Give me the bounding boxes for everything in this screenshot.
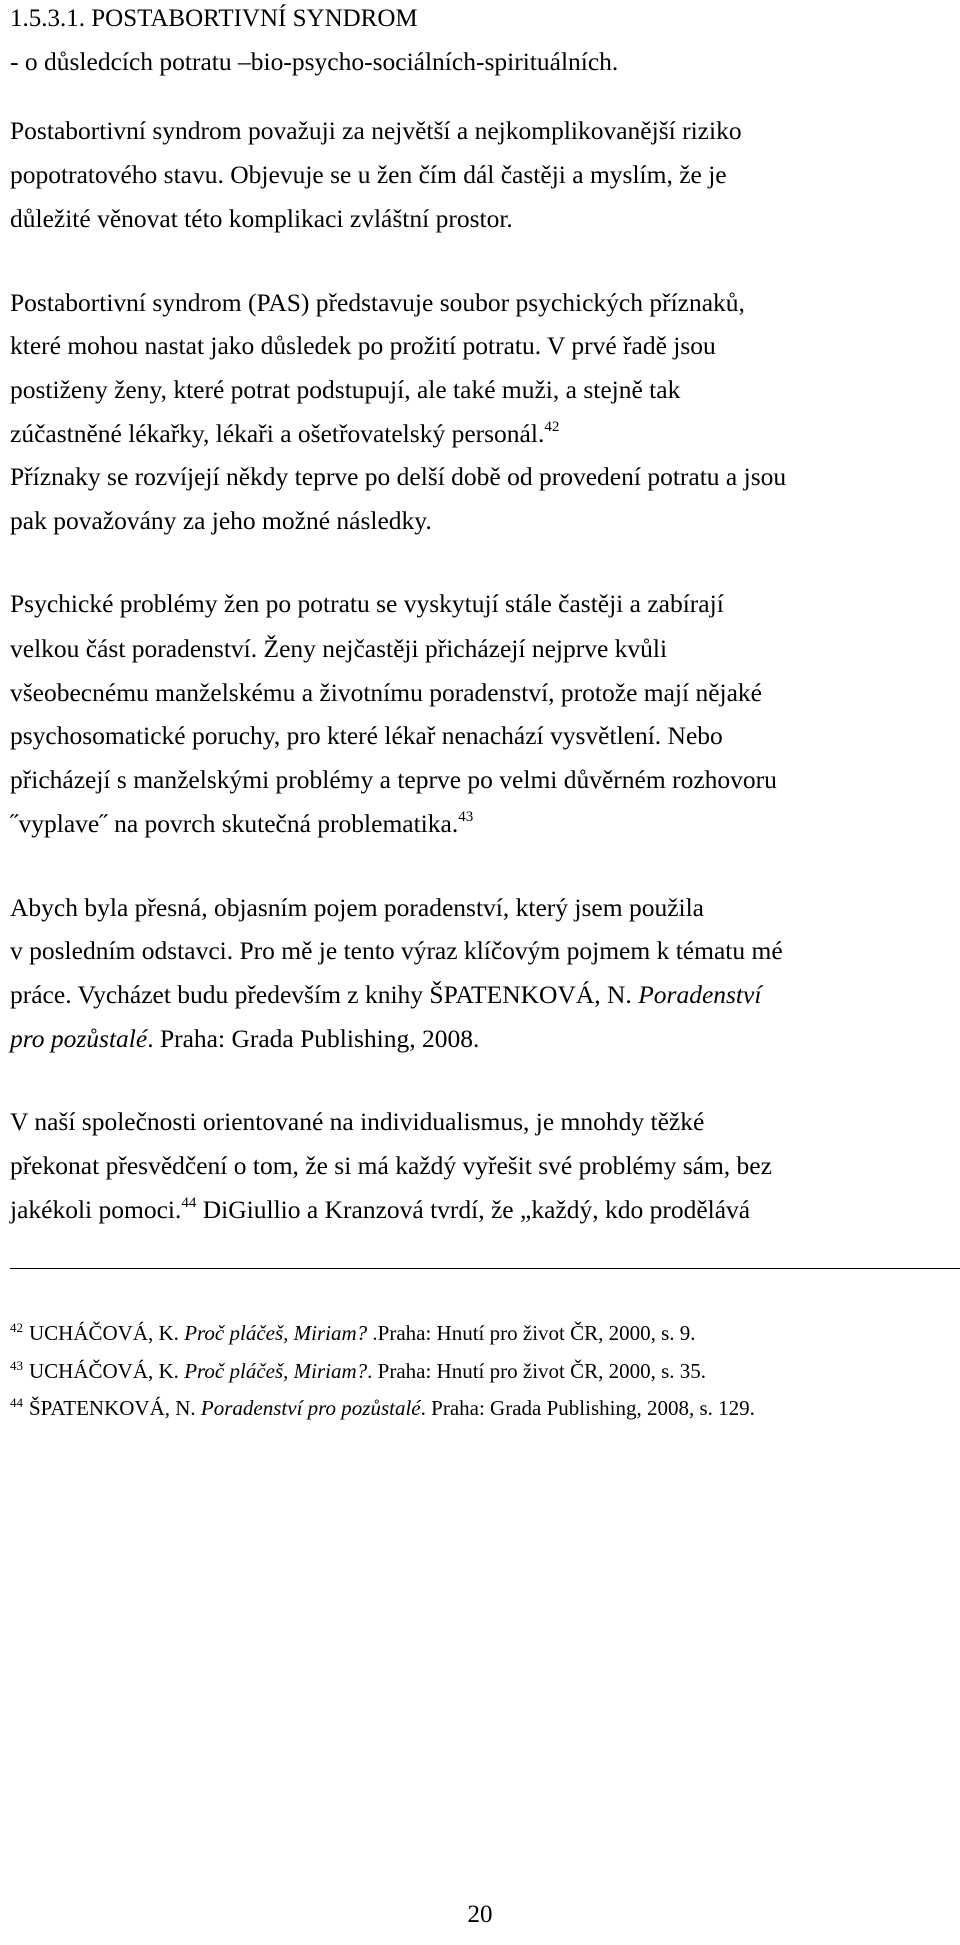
paragraph-4-line-4: pro pozůstalé. Praha: Grada Publishing, 2008.: [10, 1024, 480, 1053]
paragraph-1-line-1: Postabortivní syndrom považuji za největší a nejkomplikovanější riziko: [10, 116, 742, 145]
footnote-separator: [10, 1268, 960, 1269]
paragraph-2-line-1: Postabortivní syndrom (PAS) představuje soubor psychických příznaků,: [10, 288, 745, 317]
section-subheading: - o důsledcích potratu –bio-psycho-sociálních-spirituálních.: [10, 47, 619, 76]
section-heading: 1.5.3.1. POSTABORTIVNÍ SYNDROM: [10, 5, 418, 32]
footnote-ref-43[interactable]: 43: [458, 809, 474, 825]
footnote-42: $^{42}$ UCHÁČOVÁ, K. Proč pláčeš, Miriam? .Praha: Hnutí pro život ČR, 2000, s. 9.: [10, 1320, 696, 1345]
paragraph-2-line-2: které mohou nastat jako důsledek po prožití potratu. V prvé řadě jsou: [10, 331, 716, 360]
footnote-44: $^{44}$ ŠPATENKOVÁ, N. Poradenství pro pozůstalé. Praha: Grada Publishing, 2008, s. 129.: [10, 1395, 755, 1420]
paragraph-5-line-3: jakékoli pomoci.$^{44}$ DiGiullio a Kranzová tvrdí, že „každý, kdo prodělává: [10, 1195, 751, 1224]
paragraph-4-line-3: práce. Vycházet budu především z knihy ŠPATENKOVÁ, N. Poradenství: [10, 980, 762, 1009]
paragraph-3-line-1: Psychické problémy žen po potratu se vyskytují stále častěji a zabírají: [10, 589, 724, 618]
paragraph-1-line-2: popotratového stavu. Objevuje se u žen čím dál častěji a myslím, že je: [10, 160, 727, 189]
footnote-number: 44: [10, 1395, 23, 1410]
paragraph-3-line-3: všeobecnému manželskému a životnímu poradenství, protože mají nějaké: [10, 678, 763, 707]
paragraph-1-line-3: důležité věnovat této komplikaci zvláštní prostor.: [10, 204, 513, 233]
book-title-part-2: pro pozůstalé: [10, 1024, 148, 1053]
footnote-ref-42[interactable]: 42: [544, 419, 560, 435]
paragraph-2-line-6: pak považovány za jeho možné následky.: [10, 506, 432, 535]
book-title-part-1: Poradenství: [638, 980, 762, 1009]
paragraph-2-line-3: postiženy ženy, které potrat podstupují, ale také muži, a stejně tak: [10, 375, 681, 404]
paragraph-3-line-6: ˝vyplave˝ na povrch skutečná problematika.$^{43}$: [10, 809, 474, 838]
paragraph-2-line-5: Příznaky se rozvíjejí někdy teprve po delší době od provedení potratu a jsou: [10, 462, 787, 491]
paragraph-3-line-4: psychosomatické poruchy, pro které lékař nenachází vysvětlení. Nebo: [10, 721, 723, 750]
paragraph-4-line-2: v posledním odstavci. Pro mě je tento výraz klíčovým pojmem k tématu mé: [10, 936, 783, 965]
paragraph-5-line-1: V naší společnosti orientované na individualismus, je mnohdy těžké: [10, 1107, 705, 1136]
paragraph-3-line-2: velkou část poradenství. Ženy nejčastěji přicházejí nejprve kvůli: [10, 634, 668, 663]
footnote-43: $^{43}$ UCHÁČOVÁ, K. Proč pláčeš, Miriam?. Praha: Hnutí pro život ČR, 2000, s. 35.: [10, 1358, 707, 1383]
footnote-number: 42: [10, 1320, 23, 1335]
footnote-ref-44[interactable]: 44: [181, 1195, 197, 1211]
footnote-number: 43: [10, 1358, 23, 1373]
page-number: 20: [467, 1901, 493, 1928]
paragraph-5-line-2: překonat přesvědčení o tom, že si má každý vyřešit své problémy sám, bez: [10, 1151, 772, 1180]
paragraph-3-line-5: přicházejí s manželskými problémy a teprve po velmi důvěrném rozhovoru: [10, 765, 777, 794]
paragraph-4-line-1: Abych byla přesná, objasním pojem poradenství, který jsem použila: [10, 893, 705, 922]
paragraph-2-line-4: zúčastněné lékařky, lékaři a ošetřovatelský personál.$^{42}$: [10, 419, 560, 448]
